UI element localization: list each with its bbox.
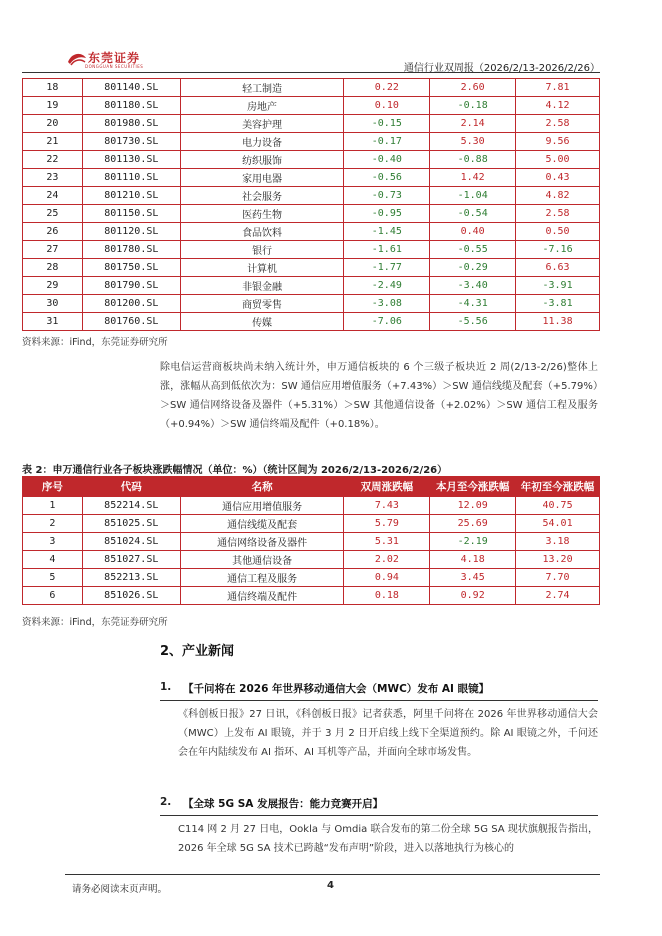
mtd-change-cell: -2.19 xyxy=(430,533,516,551)
code-cell: 801120.SL xyxy=(82,223,180,241)
biweekly-change-cell: -1.61 xyxy=(344,241,430,259)
report-title: 通信行业双周报（2026/2/13-2026/2/26） xyxy=(403,63,600,74)
page-number: 4 xyxy=(327,880,334,891)
table-row xyxy=(23,259,600,277)
mtd-change-cell: -5.56 xyxy=(430,313,516,331)
ytd-change-cell: 7.70 xyxy=(516,569,600,587)
code-cell: 852214.SL xyxy=(82,497,180,515)
mtd-change-cell: -3.40 xyxy=(430,277,516,295)
rank-cell: 27 xyxy=(23,241,83,259)
code-cell: 801790.SL xyxy=(82,277,180,295)
news-1-rule xyxy=(160,700,598,701)
table2-source: 资料来源：iFind，东莞证券研究所 xyxy=(22,617,168,628)
table-row xyxy=(23,133,600,151)
mtd-change-cell: 25.69 xyxy=(430,515,516,533)
biweekly-change-cell: -1.45 xyxy=(344,223,430,241)
mtd-change-cell: 1.42 xyxy=(430,169,516,187)
code-cell: 852213.SL xyxy=(82,569,180,587)
name-cell: 通信终端及配件 xyxy=(180,587,344,605)
biweekly-change-cell: -7.06 xyxy=(344,313,430,331)
column-header: 名称 xyxy=(180,477,344,497)
page-header xyxy=(22,48,600,72)
ytd-change-cell: 40.75 xyxy=(516,497,600,515)
biweekly-change-cell: -0.15 xyxy=(344,115,430,133)
column-header: 代码 xyxy=(82,477,180,497)
ytd-change-cell: 0.43 xyxy=(516,169,600,187)
name-cell: 传媒 xyxy=(180,313,344,331)
name-cell: 银行 xyxy=(180,241,344,259)
mtd-change-cell: -0.88 xyxy=(430,151,516,169)
table-row xyxy=(23,277,600,295)
mtd-change-cell: 3.45 xyxy=(430,569,516,587)
rank-cell: 31 xyxy=(23,313,83,331)
biweekly-change-cell: 0.10 xyxy=(344,97,430,115)
news-2-number: 2. xyxy=(160,796,172,808)
ytd-change-cell: 54.01 xyxy=(516,515,600,533)
name-cell: 电力设备 xyxy=(180,133,344,151)
name-cell: 食品饮料 xyxy=(180,223,344,241)
code-cell: 801140.SL xyxy=(82,79,180,97)
biweekly-change-cell: -0.73 xyxy=(344,187,430,205)
name-cell: 医药生物 xyxy=(180,205,344,223)
mtd-change-cell: -1.04 xyxy=(430,187,516,205)
ytd-change-cell: 4.82 xyxy=(516,187,600,205)
biweekly-change-cell: 5.31 xyxy=(344,533,430,551)
code-cell: 801210.SL xyxy=(82,187,180,205)
name-cell: 计算机 xyxy=(180,259,344,277)
mtd-change-cell: 0.92 xyxy=(430,587,516,605)
subsector-table xyxy=(22,476,600,605)
biweekly-change-cell: 0.22 xyxy=(344,79,430,97)
code-cell: 851025.SL xyxy=(82,515,180,533)
rank-cell: 4 xyxy=(23,551,83,569)
ytd-change-cell: 7.81 xyxy=(516,79,600,97)
table-row xyxy=(23,223,600,241)
code-cell: 851026.SL xyxy=(82,587,180,605)
code-cell: 801180.SL xyxy=(82,97,180,115)
table-row xyxy=(23,115,600,133)
name-cell: 商贸零售 xyxy=(180,295,344,313)
biweekly-change-cell: -3.08 xyxy=(344,295,430,313)
table-row xyxy=(23,151,600,169)
mtd-change-cell: 2.14 xyxy=(430,115,516,133)
table-row xyxy=(23,497,600,515)
mtd-change-cell: -0.29 xyxy=(430,259,516,277)
footer-disclaimer: 请务必阅读末页声明。 xyxy=(72,884,168,895)
table1-source: 资料来源：iFind，东莞证券研究所 xyxy=(22,337,168,348)
rank-cell: 1 xyxy=(23,497,83,515)
subsector-summary-paragraph: 除电信运营商板块尚未纳入统计外，申万通信板块的 6 个三级子板块近 2 周(2/13-2/26)整体上涨，涨幅从高到低依次为：SW 通信应用增值服务（+7.43%）＞SW 通信线缆及配套（+5.79%）＞SW 通信网络设备及器件（+5.31%）＞SW 其他通信设备（+2.02%）＞SW 通信工程及服务（+0.94%）＞SW 通信终端及配件（+0.18%）。 xyxy=(160,362,598,430)
biweekly-change-cell: 0.18 xyxy=(344,587,430,605)
footer-divider xyxy=(65,874,600,875)
mtd-change-cell: -4.31 xyxy=(430,295,516,313)
table-row xyxy=(23,241,600,259)
table-row xyxy=(23,187,600,205)
name-cell: 通信工程及服务 xyxy=(180,569,344,587)
biweekly-change-cell: -1.77 xyxy=(344,259,430,277)
rank-cell: 6 xyxy=(23,587,83,605)
ytd-change-cell: 5.00 xyxy=(516,151,600,169)
news-2-title: 【全球 5G SA 发展报告：能力竞赛开启】 xyxy=(183,798,384,810)
ytd-change-cell: 3.18 xyxy=(516,533,600,551)
ytd-change-cell: -3.81 xyxy=(516,295,600,313)
rank-cell: 29 xyxy=(23,277,83,295)
biweekly-change-cell: 0.94 xyxy=(344,569,430,587)
rank-cell: 23 xyxy=(23,169,83,187)
rank-cell: 21 xyxy=(23,133,83,151)
biweekly-change-cell: -0.95 xyxy=(344,205,430,223)
mtd-change-cell: 4.18 xyxy=(430,551,516,569)
ytd-change-cell: 2.58 xyxy=(516,205,600,223)
code-cell: 801130.SL xyxy=(82,151,180,169)
ytd-change-cell: -3.91 xyxy=(516,277,600,295)
news-2-body: C114 网 2 月 27 日电，Ookla 与 Omdia 联合发布的第二份全球 5G SA 现状旗舰报告指出，2026 年全球 5G SA 技术已跨越“发布声明”阶段，进入以落地执行为核心的 xyxy=(178,824,598,854)
table-row xyxy=(23,587,600,605)
mtd-change-cell: -0.54 xyxy=(430,205,516,223)
ytd-change-cell: 0.50 xyxy=(516,223,600,241)
rank-cell: 26 xyxy=(23,223,83,241)
name-cell: 通信应用增值服务 xyxy=(180,497,344,515)
name-cell: 通信线缆及配套 xyxy=(180,515,344,533)
table-row xyxy=(23,169,600,187)
rank-cell: 20 xyxy=(23,115,83,133)
section-title: 2、产业新闻 xyxy=(160,644,235,659)
table-row xyxy=(23,79,600,97)
industry-ranking-table xyxy=(22,78,600,331)
table-row xyxy=(23,97,600,115)
name-cell: 家用电器 xyxy=(180,169,344,187)
name-cell: 社会服务 xyxy=(180,187,344,205)
table-row xyxy=(23,533,600,551)
rank-cell: 25 xyxy=(23,205,83,223)
code-cell: 801730.SL xyxy=(82,133,180,151)
rank-cell: 19 xyxy=(23,97,83,115)
code-cell: 801150.SL xyxy=(82,205,180,223)
logo-subtext: DONGGUAN SECURITIES xyxy=(85,64,144,69)
table-row xyxy=(23,295,600,313)
name-cell: 美容护理 xyxy=(180,115,344,133)
ytd-change-cell: 11.38 xyxy=(516,313,600,331)
column-header: 年初至今涨跌幅 xyxy=(516,477,600,497)
rank-cell: 5 xyxy=(23,569,83,587)
code-cell: 801980.SL xyxy=(82,115,180,133)
biweekly-change-cell: -0.56 xyxy=(344,169,430,187)
code-cell: 801110.SL xyxy=(82,169,180,187)
rank-cell: 2 xyxy=(23,515,83,533)
name-cell: 非银金融 xyxy=(180,277,344,295)
ytd-change-cell: 13.20 xyxy=(516,551,600,569)
column-header: 序号 xyxy=(23,477,83,497)
name-cell: 轻工制造 xyxy=(180,79,344,97)
name-cell: 纺织服饰 xyxy=(180,151,344,169)
rank-cell: 28 xyxy=(23,259,83,277)
mtd-change-cell: 12.09 xyxy=(430,497,516,515)
company-logo xyxy=(66,48,186,74)
mtd-change-cell: -0.18 xyxy=(430,97,516,115)
news-1-body: 《科创板日报》27 日讯，《科创板日报》记者获悉，阿里千问将在 2026 年世界移动通信大会（MWC）上发布 AI 眼镜，并于 3 月 2 日开启线上线下全渠道预约。除 AI 眼镜之外，千问还会在年内陆续发布 AI 指环、AI 耳机等产品，并面向全球市场发售。 xyxy=(178,709,598,758)
biweekly-change-cell: 7.43 xyxy=(344,497,430,515)
mtd-change-cell: 2.60 xyxy=(430,79,516,97)
code-cell: 801750.SL xyxy=(82,259,180,277)
ytd-change-cell: 2.74 xyxy=(516,587,600,605)
header-divider xyxy=(22,72,600,73)
table-row xyxy=(23,551,600,569)
news-1-number: 1. xyxy=(160,681,172,693)
ytd-change-cell: 2.58 xyxy=(516,115,600,133)
table-row xyxy=(23,515,600,533)
rank-cell: 24 xyxy=(23,187,83,205)
name-cell: 其他通信设备 xyxy=(180,551,344,569)
mtd-change-cell: -0.55 xyxy=(430,241,516,259)
name-cell: 通信网络设备及器件 xyxy=(180,533,344,551)
code-cell: 801760.SL xyxy=(82,313,180,331)
logo-text: 东莞证券 xyxy=(88,51,141,65)
biweekly-change-cell: 5.79 xyxy=(344,515,430,533)
table-row xyxy=(23,205,600,223)
column-header: 双周涨跌幅 xyxy=(344,477,430,497)
biweekly-change-cell: 2.02 xyxy=(344,551,430,569)
ytd-change-cell: -7.16 xyxy=(516,241,600,259)
mtd-change-cell: 5.30 xyxy=(430,133,516,151)
ytd-change-cell: 9.56 xyxy=(516,133,600,151)
table-row xyxy=(23,313,600,331)
biweekly-change-cell: -0.40 xyxy=(344,151,430,169)
news-1-title: 【千问将在 2026 年世界移动通信大会（MWC）发布 AI 眼镜】 xyxy=(183,683,490,695)
code-cell: 801780.SL xyxy=(82,241,180,259)
rank-cell: 18 xyxy=(23,79,83,97)
code-cell: 801200.SL xyxy=(82,295,180,313)
mtd-change-cell: 0.40 xyxy=(430,223,516,241)
column-header: 本月至今涨跌幅 xyxy=(430,477,516,497)
news-2-rule xyxy=(160,815,598,816)
code-cell: 851027.SL xyxy=(82,551,180,569)
name-cell: 房地产 xyxy=(180,97,344,115)
rank-cell: 22 xyxy=(23,151,83,169)
ytd-change-cell: 4.12 xyxy=(516,97,600,115)
ytd-change-cell: 6.63 xyxy=(516,259,600,277)
rank-cell: 30 xyxy=(23,295,83,313)
code-cell: 851024.SL xyxy=(82,533,180,551)
table-row xyxy=(23,569,600,587)
table2-caption: 表 2：申万通信行业各子板块涨跌幅情况（单位：%）（统计区间为 2026/2/13-2026/2/26） xyxy=(22,465,448,476)
biweekly-change-cell: -0.17 xyxy=(344,133,430,151)
biweekly-change-cell: -2.49 xyxy=(344,277,430,295)
rank-cell: 3 xyxy=(23,533,83,551)
